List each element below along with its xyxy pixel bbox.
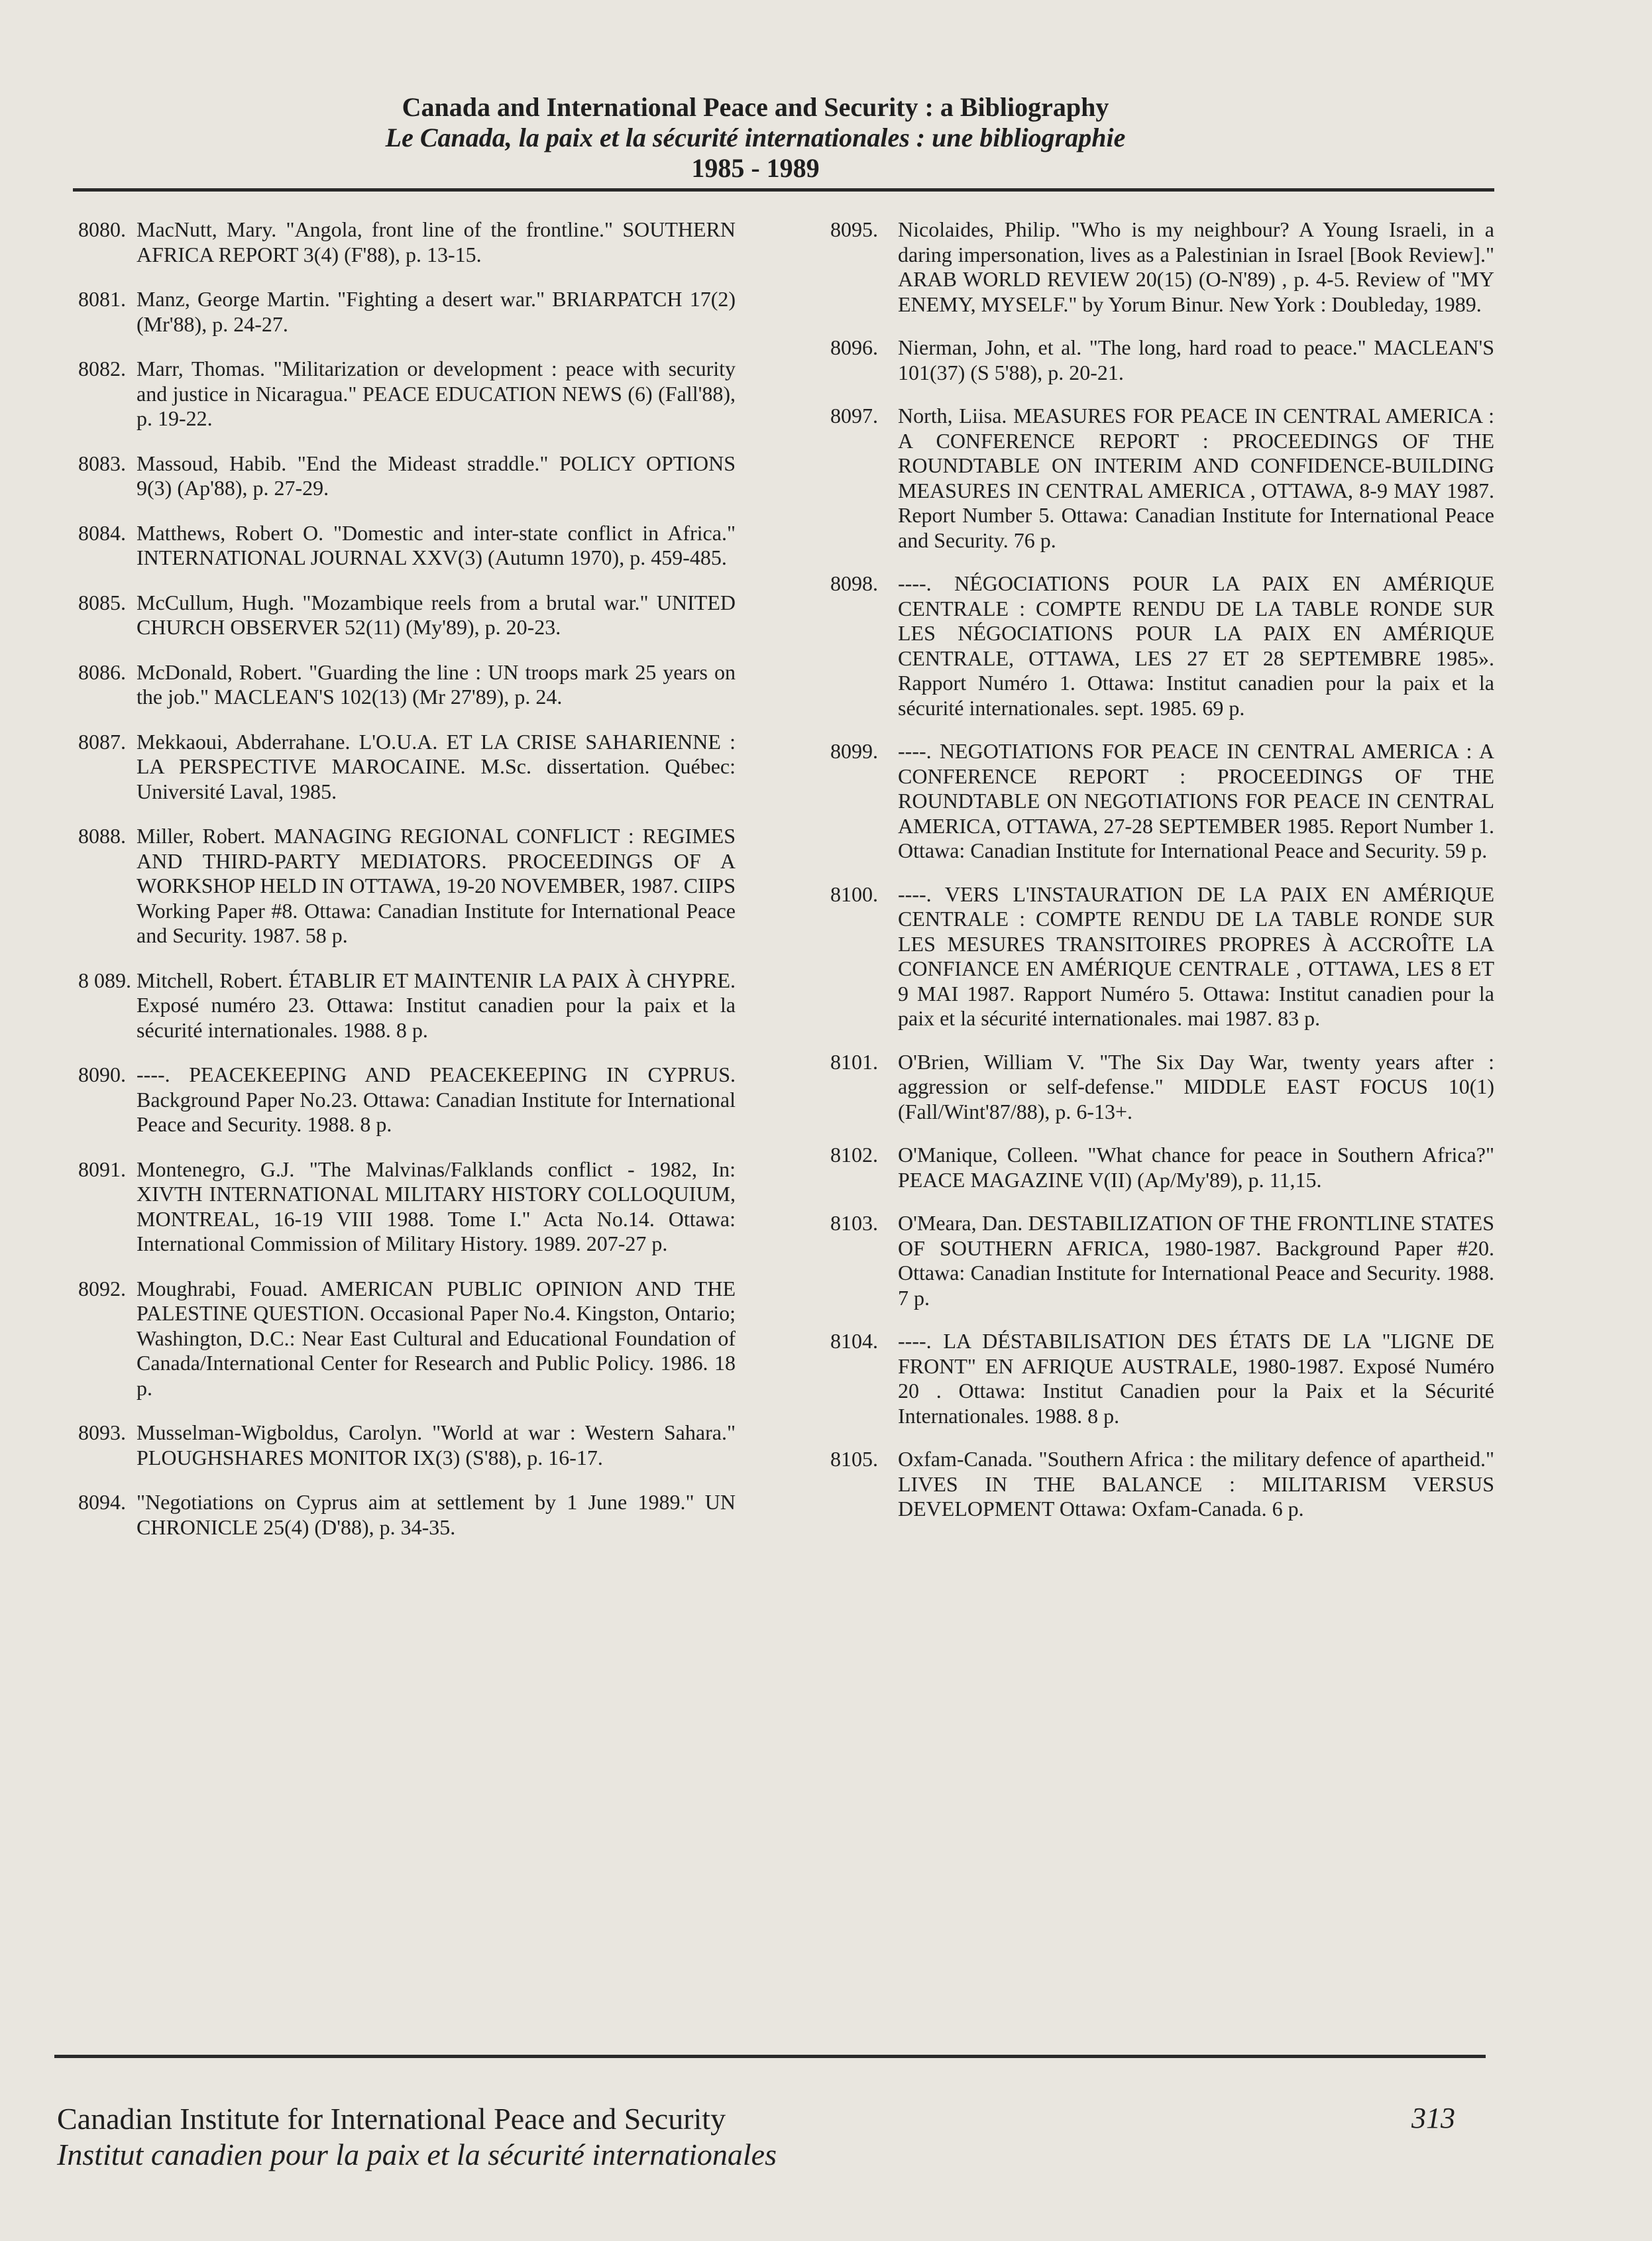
footer-rule [54, 2055, 1486, 2058]
entry-number: 8098. [830, 571, 878, 595]
entry-8096 [825, 335, 1494, 385]
entry-8105 [825, 1447, 1494, 1522]
entry-8082 [73, 357, 736, 431]
entry-text: North, Liisa. MEASURES FOR PEACE IN CENTRAL AMERICA : A CONFERENCE REPORT : PROCEEDINGS OF THE ROUNDTABLE ON INTERIM AND CONFIDENCE-BUILDING MEASURES IN CENTRAL AMERICA , OTTAWA, 8-9 MAY 1987. Report Number 5. Ottawa: Canadian Institute for International Peace and Security. 76 p. [898, 404, 1494, 552]
entry-8084 [73, 521, 736, 571]
entry-text: MacNutt, Mary. "Angola, front line of the frontline." SOUTHERN AFRICA REPORT 3(4) (F'88), p. 13-15. [137, 217, 736, 266]
entry-text: ----. LA DÉSTABILISATION DES ÉTATS DE LA "LIGNE DE FRONT" EN AFRIQUE AUSTRALE, 1980-1987. Exposé Numéro 20 . Ottawa: Institut Canadien pour la Paix et la Sécurité Internationales. 1988. 8 p. [898, 1329, 1494, 1428]
entry-number: 8090. [78, 1063, 126, 1086]
entry-number: 8096. [830, 335, 878, 359]
entry-8085 [73, 591, 736, 640]
entry-number: 8088. [78, 824, 126, 848]
entry-8091 [73, 1157, 736, 1257]
entry-number: 8082. [78, 357, 126, 380]
entry-number: 8095. [830, 217, 878, 241]
header-years: 1985 - 1989 [691, 153, 820, 183]
entry-text: Miller, Robert. MANAGING REGIONAL CONFLICT : REGIMES AND THIRD-PARTY MEDIATORS. PROCEEDINGS OF A WORKSHOP HELD IN OTTAWA, 19-20 NOVEMBER, 1987. CIIPS Working Paper #8. Ottawa: Canadian Institute for International Peace and Security. 1987. 58 p. [137, 824, 736, 947]
entry-number: 8102. [830, 1143, 878, 1167]
entry-text: Nicolaides, Philip. "Who is my neighbour? A Young Israeli, in a daring impersonation, lives as a Palestinian in Israel [Book Review]." ARAB WORLD REVIEW 20(15) (O-N'89) , p. 4-5. Review of "MY ENEMY, MYSELF." by Yorum Binur. New York : Doubleday, 1989. [898, 217, 1494, 316]
entry-text: Moughrabi, Fouad. AMERICAN PUBLIC OPINION AND THE PALESTINE QUESTION. Occasional Paper No.4. Kingston, Ontario; Washington, D.C.: Near East Cultural and Educational Foundation of Canada/International Center for Research and Public Policy. 1986. 18 p. [137, 1276, 736, 1400]
entry-text: O'Meara, Dan. DESTABILIZATION OF THE FRONTLINE STATES OF SOUTHERN AFRICA, 1980-1987. Background Paper #20. Ottawa: Canadian Institute for International Peace and Security. 1988. 7 p. [898, 1211, 1494, 1310]
entry-number: 8105. [830, 1447, 878, 1471]
entry-text: Oxfam-Canada. "Southern Africa : the military defence of apartheid." LIVES IN THE BALANCE : MILITARISM VERSUS DEVELOPMENT Ottawa: Oxfam-Canada. 6 p. [898, 1447, 1494, 1521]
entry-text: ----. VERS L'INSTAURATION DE LA PAIX EN AMÉRIQUE CENTRALE : COMPTE RENDU DE LA TABLE RONDE SUR LES MESURES TRANSITOIRES PROPRES À ACCROÎTE LA CONFIANCE EN AMÉRIQUE CENTRALE , OTTAWA, LES 8 ET 9 MAI 1987. Rapport Numéro 5. Ottawa: Institut canadien pour la paix et la sécurité internationales. mai 1987. 83 p. [898, 882, 1494, 1030]
entry-number: 8097. [830, 404, 878, 428]
entry-number: 8093. [78, 1420, 126, 1444]
entry-8099 [825, 739, 1494, 864]
entry-number: 8104. [830, 1329, 878, 1353]
entry-number: 8094. [78, 1490, 126, 1514]
entry-8089 [73, 968, 736, 1043]
entry-text: Montenegro, G.J. "The Malvinas/Falklands conflict - 1982, In: XIVTH INTERNATIONAL MILITARY HISTORY COLLOQUIUM, MONTREAL, 16-19 VIII 1988. Tome I." Acta No.14. Ottawa: International Commission of Military History. 1989. 207-27 p. [137, 1157, 736, 1255]
entry-text: McDonald, Robert. "Guarding the line : UN troops mark 25 years on the job." MACLEAN'S 102(13) (Mr 27'89), p. 24. [137, 660, 736, 709]
page-number: 313 [1411, 2102, 1455, 2134]
entry-number: 8080. [78, 217, 126, 241]
entry-8080 [73, 217, 736, 267]
entry-8087 [73, 730, 736, 805]
header-title-en: Canada and International Peace and Security : a Bibliography [402, 92, 1109, 122]
entry-number: 8103. [830, 1211, 878, 1235]
entry-text: "Negotiations on Cyprus aim at settlement by 1 June 1989." UN CHRONICLE 25(4) (D'88), p. 34-35. [137, 1490, 736, 1539]
entry-8103 [825, 1211, 1494, 1310]
footer-institute-en: Canadian Institute for International Peace and Security [57, 2102, 726, 2136]
entry-text: ----. PEACEKEEPING AND PEACEKEEPING IN CYPRUS. Background Paper No.23. Ottawa: Canadian Institute for International Peace and Security. 1988. 8 p. [137, 1063, 736, 1136]
entry-text: ----. NÉGOCIATIONS POUR LA PAIX EN AMÉRIQUE CENTRALE : COMPTE RENDU DE LA TABLE RONDE SUR LES NÉGOCIATIONS POUR LA PAIX EN AMÉRIQUE CENTRALE, OTTAWA, LES 27 ET 28 SEPTEMBRE 1985». Rapport Numéro 1. Ottawa: Institut canadien pour la paix et la sécurité internationales. sept. 1985. 69 p. [898, 571, 1494, 720]
entry-text: O'Brien, William V. "The Six Day War, twenty years after : aggression or self-defense." MIDDLE EAST FOCUS 10(1) (Fall/Wint'87/88), p. 6-13+. [898, 1049, 1494, 1123]
entry-8083 [73, 451, 736, 501]
entry-number: 8091. [78, 1157, 126, 1181]
entry-8097 [825, 404, 1494, 553]
entry-8086 [73, 660, 736, 710]
entry-number: 8100. [830, 882, 878, 906]
footer-institute-fr: Institut canadien pour la paix et la sécurité internationales [57, 2138, 777, 2171]
entry-text: O'Manique, Colleen. "What chance for peace in Southern Africa?" PEACE MAGAZINE V(II) (Ap/My'89), p. 11,15. [898, 1143, 1494, 1192]
entry-text: ----. NEGOTIATIONS FOR PEACE IN CENTRAL AMERICA : A CONFERENCE REPORT : PROCEEDINGS OF THE ROUNDTABLE ON NEGOTIATIONS FOR PEACE IN CENTRAL AMERICA, OTTAWA, 27-28 SEPTEMBER 1985. Report Number 1. Ottawa: Canadian Institute for International Peace and Security. 59 p. [898, 739, 1494, 862]
entry-text: Massoud, Habib. "End the Mideast straddle." POLICY OPTIONS 9(3) (Ap'88), p. 27-29. [137, 451, 736, 500]
entry-number: 8092. [78, 1276, 126, 1300]
entry-8081 [73, 287, 736, 337]
entry-number: 8084. [78, 520, 126, 545]
entry-number: 8101. [830, 1049, 878, 1074]
entry-text: Manz, George Martin. "Fighting a desert war." BRIARPATCH 17(2) (Mr'88), p. 24-27. [137, 287, 736, 336]
entry-text: Mekkaoui, Abderrahane. L'O.U.A. ET LA CRISE SAHARIENNE : LA PERSPECTIVE MAROCAINE. M.Sc. dissertation. Québec: Université Laval, 1985. [137, 729, 736, 803]
entry-number: 8099. [830, 739, 878, 763]
entry-number: 8087. [78, 729, 126, 754]
entry-8092 [73, 1277, 736, 1401]
entry-text: Matthews, Robert O. "Domestic and inter-state conflict in Africa." INTERNATIONAL JOURNAL XXV(3) (Autumn 1970), p. 459-485. [137, 520, 736, 569]
entry-8101 [825, 1050, 1494, 1125]
entry-8094 [73, 1490, 736, 1540]
entry-8090 [73, 1063, 736, 1137]
entry-number: 8085. [78, 590, 126, 614]
entry-text: Musselman-Wigboldus, Carolyn. "World at war : Western Sahara." PLOUGHSHARES MONITOR IX(3) (S'88), p. 16-17. [137, 1420, 736, 1469]
entry-text: Nierman, John, et al. "The long, hard road to peace." MACLEAN'S 101(37) (S 5'88), p. 20-21. [898, 335, 1494, 384]
entry-8100 [825, 882, 1494, 1031]
entry-8102 [825, 1143, 1494, 1192]
entry-number: 8081. [78, 287, 126, 311]
right-column [825, 217, 1494, 1540]
left-column [73, 217, 736, 1560]
entry-8093 [73, 1420, 736, 1470]
entry-8104 [825, 1329, 1494, 1428]
entry-number: 8 089. [78, 968, 131, 992]
entry-text: Marr, Thomas. "Militarization or development : peace with security and justice in Nicaragua." PEACE EDUCATION NEWS (6) (Fall'88), p. 19-22. [137, 357, 736, 430]
entry-8095 [825, 217, 1494, 317]
header-rule [73, 188, 1494, 192]
entry-8088 [73, 824, 736, 948]
entry-text: Mitchell, Robert. ÉTABLIR ET MAINTENIR LA PAIX À CHYPRE. Exposé numéro 23. Ottawa: Institut canadien pour la paix et la sécurité internationales. 1988. 8 p. [137, 968, 736, 1042]
entry-8098 [825, 571, 1494, 720]
header-title-fr: Le Canada, la paix et la sécurité internationales : une bibliographie [385, 123, 1126, 152]
entry-text: McCullum, Hugh. "Mozambique reels from a brutal war." UNITED CHURCH OBSERVER 52(11) (My'89), p. 20-23. [137, 590, 736, 639]
entry-number: 8086. [78, 660, 126, 684]
entry-number: 8083. [78, 451, 126, 475]
